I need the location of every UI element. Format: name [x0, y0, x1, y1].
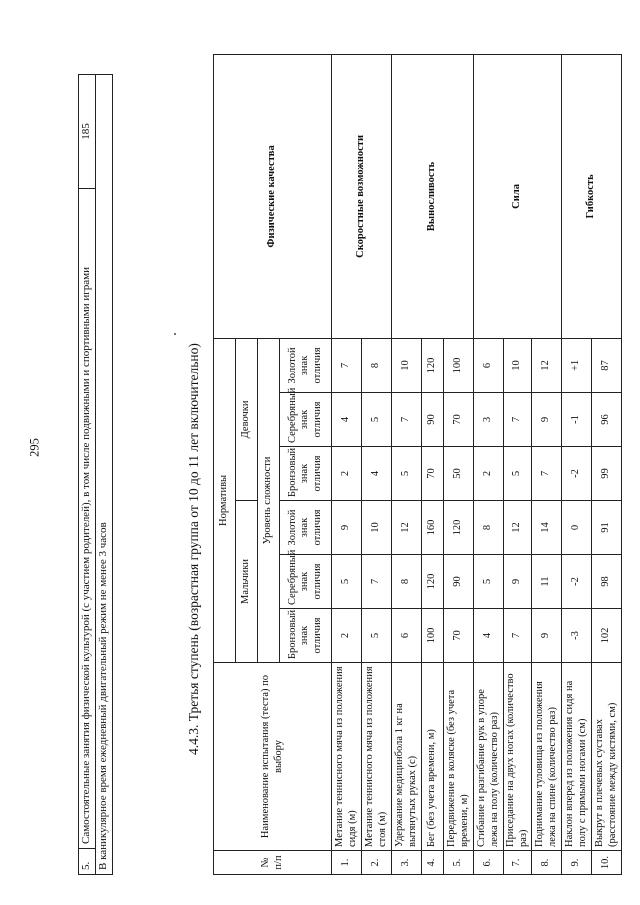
value-girls-bronze: 5	[504, 447, 532, 501]
value-girls-gold: +1	[562, 338, 592, 392]
value-girls-gold: 120	[422, 338, 444, 392]
value-girls-bronze: 4	[362, 447, 392, 501]
test-name: Сгибание и разгибание рук в упоре лежа на полу (количество раз)	[474, 663, 504, 851]
row-number: 7.	[504, 851, 532, 875]
value-boys-bronze: -3	[562, 609, 592, 663]
value-girls-gold: 8	[362, 338, 392, 392]
physical-quality: Скоростные возможности	[332, 54, 392, 338]
value-boys-silver: 7	[362, 555, 392, 609]
normatives-body	[332, 54, 622, 874]
row-number: 3.	[392, 851, 422, 875]
value-boys-bronze: 102	[592, 609, 622, 663]
row-number: 2.	[362, 851, 392, 875]
holiday-note: В каникулярное время ежедневный двигательный режим не менее 3 часов	[95, 75, 112, 875]
value-girls-bronze: 70	[422, 447, 444, 501]
row-number: 5.	[444, 851, 474, 875]
row-number: 10.	[592, 851, 622, 875]
value-girls-silver: 9	[532, 393, 562, 447]
value-boys-bronze: 5	[362, 609, 392, 663]
value-boys-gold: 0	[562, 501, 592, 555]
value-boys-bronze: 6	[392, 609, 422, 663]
value-boys-bronze: 70	[444, 609, 474, 663]
value-girls-gold: 87	[592, 338, 622, 392]
row-number: 8.	[532, 851, 562, 875]
test-name: Метание теннисного мяча из положения стоя (м)	[362, 663, 392, 851]
value-girls-gold: 7	[332, 338, 362, 392]
value-girls-silver: 96	[592, 393, 622, 447]
value-girls-bronze: 2	[332, 447, 362, 501]
value-girls-silver: 5	[362, 393, 392, 447]
section-heading: 4.4.3. Третья ступень (возрастная группа от 10 до 11 лет включительно)	[186, 343, 201, 755]
test-name: Удержание медицинбола 1 кг на вытянутых руках (с)	[392, 663, 422, 851]
activity-text: Самостоятельные занятия физической культурой (с участием родителей), в том числе подвижными и спортивными играми	[79, 189, 96, 849]
value-boys-gold: 91	[592, 501, 622, 555]
physical-quality: Сила	[474, 54, 562, 338]
value-girls-bronze: 2	[474, 447, 504, 501]
row-number: 1.	[332, 851, 362, 875]
test-name: Метание теннисного мяча из положения сидя (м)	[332, 663, 362, 851]
value-boys-gold: 12	[504, 501, 532, 555]
value-girls-silver: -1	[562, 393, 592, 447]
header-num: № п/п	[214, 851, 332, 875]
value-girls-silver: 7	[504, 393, 532, 447]
value-boys-bronze: 4	[474, 609, 504, 663]
value-boys-bronze: 2	[332, 609, 362, 663]
value-girls-silver: 70	[444, 393, 474, 447]
value-boys-silver: 90	[444, 555, 474, 609]
header-normatives: Нормативы	[214, 338, 236, 662]
value-girls-bronze: 5	[392, 447, 422, 501]
activity-value: 185	[79, 75, 96, 189]
table-row	[392, 54, 422, 874]
test-name: Бег (без учета времени, м)	[422, 663, 444, 851]
row-number: 6.	[474, 851, 504, 875]
value-girls-silver: 90	[422, 393, 444, 447]
table-row	[79, 75, 96, 875]
value-boys-silver: 5	[474, 555, 504, 609]
test-name: Поднимание туловища из положения лежа на спине (количество раз)	[532, 663, 562, 851]
value-boys-gold: 9	[332, 501, 362, 555]
value-boys-silver: 120	[422, 555, 444, 609]
value-girls-gold: 12	[532, 338, 562, 392]
physical-quality: Гибкость	[562, 54, 622, 338]
test-name: Наклон вперед из положения сидя на полу с прямыми ногами (см)	[562, 663, 592, 851]
row-number: 4.	[422, 851, 444, 875]
value-girls-silver: 3	[474, 393, 504, 447]
value-boys-gold: 14	[532, 501, 562, 555]
value-girls-silver: 4	[332, 393, 362, 447]
header-boys: Мальчики	[236, 501, 258, 663]
value-girls-bronze: -2	[562, 447, 592, 501]
value-girls-bronze: 7	[532, 447, 562, 501]
value-boys-bronze: 7	[504, 609, 532, 663]
header-girls-silver: Серебряный знак отличия	[280, 393, 332, 447]
header-girls-bronze: Бронзовый знак отличия	[280, 447, 332, 501]
value-girls-bronze: 99	[592, 447, 622, 501]
ink-dot	[174, 333, 176, 335]
table-row	[95, 75, 112, 875]
value-boys-silver: 98	[592, 555, 622, 609]
value-girls-gold: 10	[504, 338, 532, 392]
value-girls-gold: 100	[444, 338, 474, 392]
header-difficulty: Уровень сложности	[258, 338, 280, 662]
header-test-name: Наименование испытания (теста) по выбору	[214, 663, 332, 851]
value-girls-bronze: 50	[444, 447, 474, 501]
test-name: Выкрут в плечевых суставах (расстояние между кистями, см)	[592, 663, 622, 851]
value-boys-silver: 9	[504, 555, 532, 609]
value-girls-silver: 7	[392, 393, 422, 447]
value-girls-gold: 6	[474, 338, 504, 392]
value-girls-gold: 10	[392, 338, 422, 392]
header-girls-gold: Золотой знак отличия	[280, 338, 332, 392]
value-boys-bronze: 100	[422, 609, 444, 663]
value-boys-gold: 160	[422, 501, 444, 555]
value-boys-silver: 11	[532, 555, 562, 609]
table-row	[474, 54, 504, 874]
value-boys-silver: 8	[392, 555, 422, 609]
page-number: 295	[27, 438, 42, 457]
row-number: 9.	[562, 851, 592, 875]
value-boys-bronze: 9	[532, 609, 562, 663]
value-boys-gold: 8	[474, 501, 504, 555]
header-boys-gold: Золотой знак отличия	[280, 501, 332, 555]
value-boys-gold: 12	[392, 501, 422, 555]
activity-table	[78, 74, 113, 875]
test-name: Приседание на двух ногах (количество раз)	[504, 663, 532, 851]
value-boys-silver: 5	[332, 555, 362, 609]
header-qualities: Физические качества	[214, 54, 332, 338]
header-boys-bronze: Бронзовый знак отличия	[280, 609, 332, 663]
row-number: 5.	[79, 849, 96, 875]
table-row	[562, 54, 592, 874]
value-boys-gold: 10	[362, 501, 392, 555]
table-row	[332, 54, 362, 874]
test-name: Передвижение в коляске (без учета времени, м)	[444, 663, 474, 851]
value-boys-gold: 120	[444, 501, 474, 555]
header-girls: Девочки	[236, 338, 258, 500]
normatives-table	[213, 54, 622, 875]
header-boys-silver: Серебряный знак отличия	[280, 555, 332, 609]
physical-quality: Выносливость	[392, 54, 474, 338]
rotated-page-content	[78, 55, 628, 875]
value-boys-silver: -2	[562, 555, 592, 609]
